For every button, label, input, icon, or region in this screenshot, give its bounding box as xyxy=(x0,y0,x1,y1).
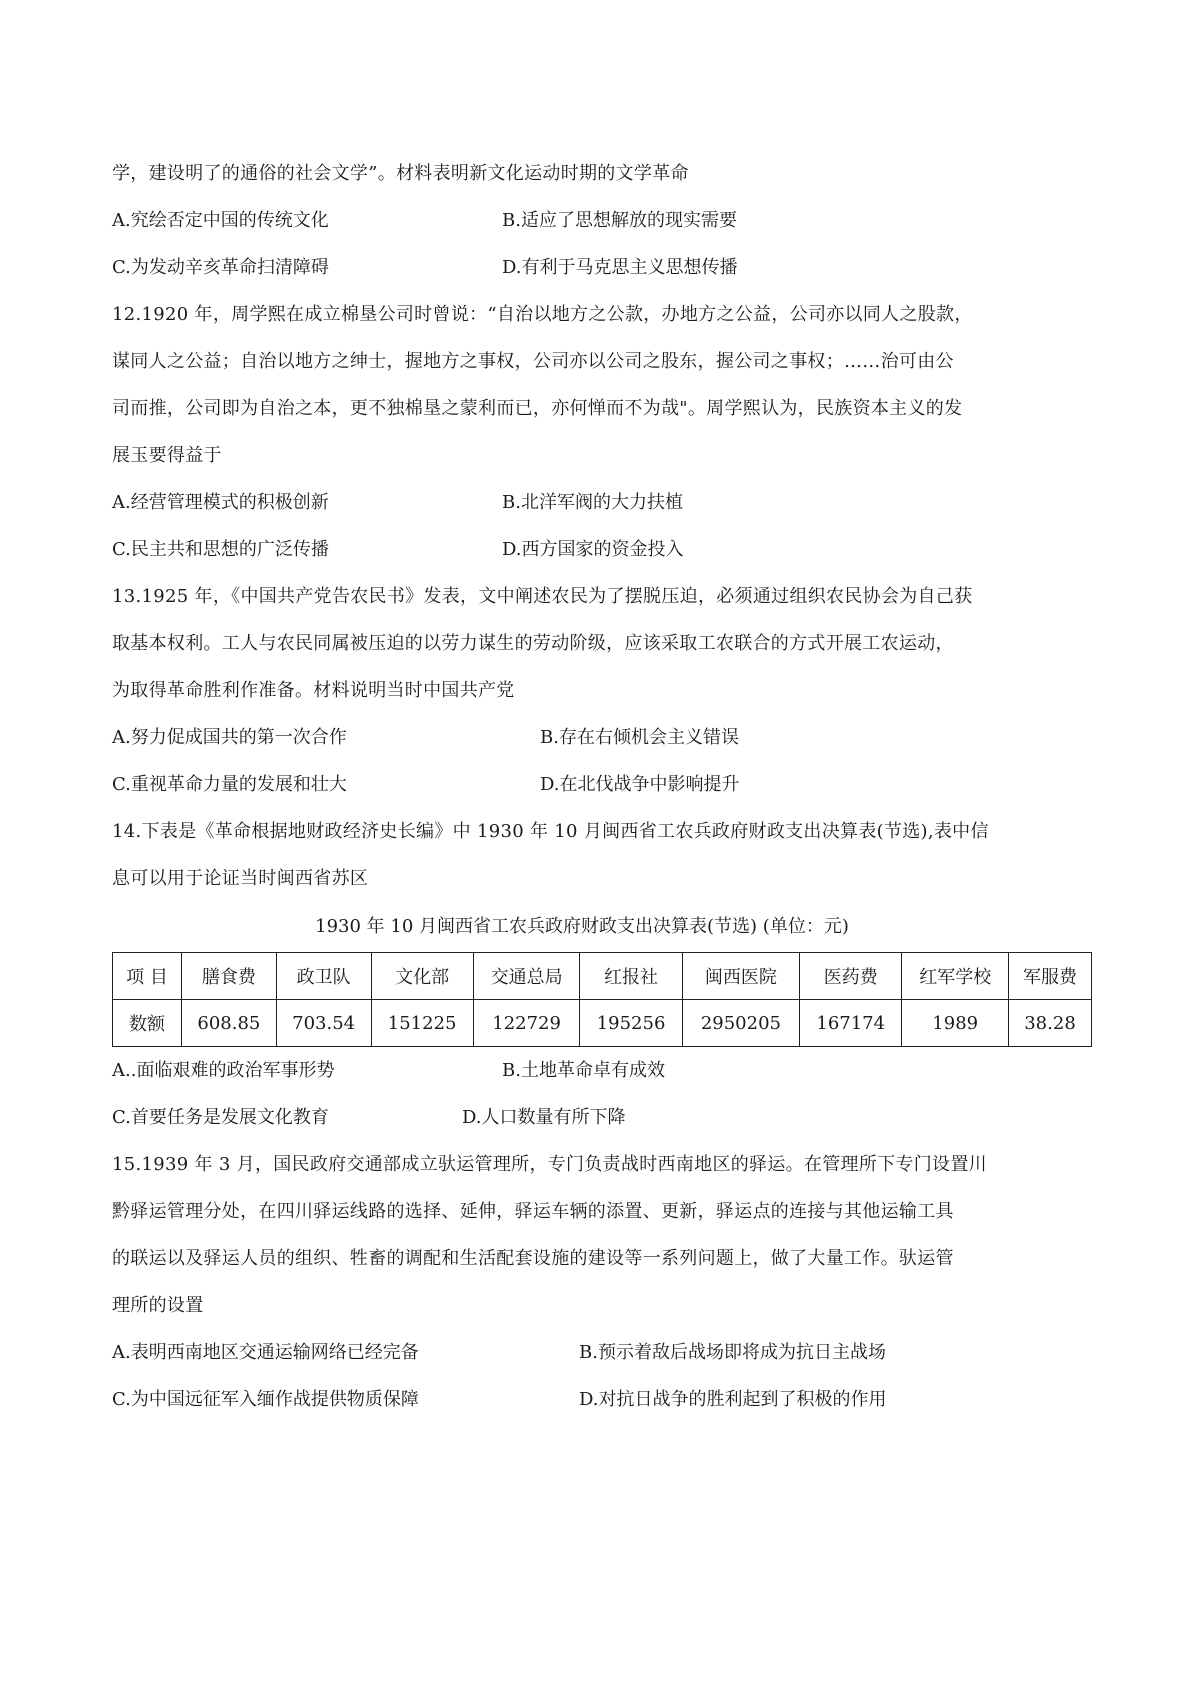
table-cell: 2950205 xyxy=(682,1000,799,1047)
q11-options-row-2 xyxy=(112,244,1092,291)
q14-option-c: C.首要任务是发展文化教育 xyxy=(112,1107,329,1128)
table-header-row xyxy=(113,953,1092,1000)
table-header-cell: 膳食费 xyxy=(182,953,277,1000)
q13-options-row-1 xyxy=(112,714,1092,761)
q13-stem-line-1: 13.1925 年，《中国共产党告农民书》发表，文中阐述农民为了摆脱压迫，必须通过组织农民协会为自己获 xyxy=(112,586,973,607)
q14-option-d: D.人口数量有所下降 xyxy=(462,1107,626,1128)
table-header-cell: 项 目 xyxy=(113,953,182,1000)
q14-stem-line-1: 14.下表是《革命根据地财政经济史长编》中 1930 年 10 月闽西省工农兵政府财政支出决算表(节选),表中信 xyxy=(112,821,989,842)
q11-option-a: A.究绘否定中国的传统文化 xyxy=(112,210,329,231)
q11-option-d: D.有利于马克思主义思想传播 xyxy=(502,257,738,278)
q14-options-row-1 xyxy=(112,1047,1092,1094)
table-cell: 608.85 xyxy=(182,1000,277,1047)
q12-option-a: A.经营管理模式的积极创新 xyxy=(112,492,329,513)
table-header-cell: 军服费 xyxy=(1009,953,1092,1000)
table-cell: 数额 xyxy=(113,1000,182,1047)
q12-stem-line-4: 展玉要得益于 xyxy=(112,445,222,466)
q12-option-d: D.西方国家的资金投入 xyxy=(502,539,684,560)
table-header-cell: 交通总局 xyxy=(473,953,580,1000)
q13-stem-line-2: 取基本权利。工人与农民同属被压迫的以劳力谋生的劳动阶级，应该采取工农联合的方式开展工农运动， xyxy=(112,633,954,654)
q14-stem-line-2: 息可以用于论证当时闽西省苏区 xyxy=(112,868,369,889)
q13-option-a: A.努力促成国共的第一次合作 xyxy=(112,727,347,748)
table-cell: 38.28 xyxy=(1009,1000,1092,1047)
q15-option-a: A.表明西南地区交通运输网络已经完备 xyxy=(112,1342,419,1363)
q13-options-row-2 xyxy=(112,761,1092,808)
q15-stem-line-4: 理所的设置 xyxy=(112,1295,204,1316)
q15-option-d: D.对抗日战争的胜利起到了积极的作用 xyxy=(579,1389,887,1410)
q12-stem-line-1: 12.1920 年，周学熙在成立棉垦公司时曾说：“自治以地方之公款，办地方之公益，公司亦以同人之股款， xyxy=(112,304,973,325)
q11-options-row-1 xyxy=(112,197,1092,244)
table-cell: 703.54 xyxy=(276,1000,371,1047)
table-header-cell: 医药费 xyxy=(800,953,902,1000)
table-cell: 122729 xyxy=(473,1000,580,1047)
finance-table xyxy=(112,952,1092,1047)
q11-stem-tail: 学，建设明了的通俗的社会文学”。材料表明新文化运动时期的文学革命 xyxy=(112,163,689,184)
q11-option-c: C.为发动辛亥革命扫清障碍 xyxy=(112,257,329,278)
q12-stem-line-3: 司而推，公司即为自治之本，更不独棉垦之蒙利而已，亦何惮而不为哉"。周学熙认为，民族资本主义的发 xyxy=(112,398,963,419)
q15-stem-line-1: 15.1939 年 3 月，国民政府交通部成立驮运管理所，专门负责战时西南地区的驿运。在管理所下专门设置川 xyxy=(112,1154,987,1175)
q14-option-a: A..面临艰难的政治军事形势 xyxy=(112,1060,335,1081)
q12-options-row-2 xyxy=(112,526,1092,573)
q12-option-b: B.北洋军阀的大力扶植 xyxy=(502,492,683,513)
table-header-cell: 红报社 xyxy=(580,953,682,1000)
q14-options-row-2 xyxy=(112,1094,1092,1141)
table-header-cell: 文化部 xyxy=(371,953,473,1000)
table-row xyxy=(113,1000,1092,1047)
q13-stem-line-3: 为取得革命胜利作准备。材料说明当时中国共产党 xyxy=(112,680,515,701)
q14-option-b: B.土地革命卓有成效 xyxy=(502,1060,665,1081)
q12-stem-line-2: 谋同人之公益；自治以地方之绅士，握地方之事权，公司亦以公司之股东，握公司之事权；……治可由公 xyxy=(112,351,954,372)
q15-option-b: B.预示着敌后战场即将成为抗日主战场 xyxy=(579,1342,886,1363)
table-header-cell: 红军学校 xyxy=(902,953,1009,1000)
q15-option-c: C.为中国远征军入缅作战提供物质保障 xyxy=(112,1389,419,1410)
q13-option-c: C.重视革命力量的发展和壮大 xyxy=(112,774,347,795)
table-cell: 1989 xyxy=(902,1000,1009,1047)
q15-stem-line-3: 的联运以及驿运人员的组织、牲畜的调配和生活配套设施的建设等一系列问题上，做了大量工作。驮运管 xyxy=(112,1248,954,1269)
table-caption: 1930 年 10 月闽西省工农兵政府财政支出决算表(节选) (单位：元) xyxy=(315,916,849,937)
table-header-cell: 闽西医院 xyxy=(682,953,799,1000)
table-header-cell: 政卫队 xyxy=(276,953,371,1000)
exam-page xyxy=(112,150,1092,1423)
q15-stem-line-2: 黔驿运管理分处，在四川驿运线路的选择、延伸，驿运车辆的添置、更新，驿运点的连接与其他运输工具 xyxy=(112,1201,954,1222)
q12-options-row-1 xyxy=(112,479,1092,526)
table-cell: 195256 xyxy=(580,1000,682,1047)
q12-option-c: C.民主共和思想的广泛传播 xyxy=(112,539,329,560)
q15-options-row-1 xyxy=(112,1329,1092,1376)
q13-option-b: B.存在右倾机会主义错误 xyxy=(540,727,739,748)
q11-option-b: B.适应了思想解放的现实需要 xyxy=(502,210,737,231)
table-cell: 151225 xyxy=(371,1000,473,1047)
q13-option-d: D.在北伐战争中影响提升 xyxy=(540,774,740,795)
table-cell: 167174 xyxy=(800,1000,902,1047)
q15-options-row-2 xyxy=(112,1376,1092,1423)
